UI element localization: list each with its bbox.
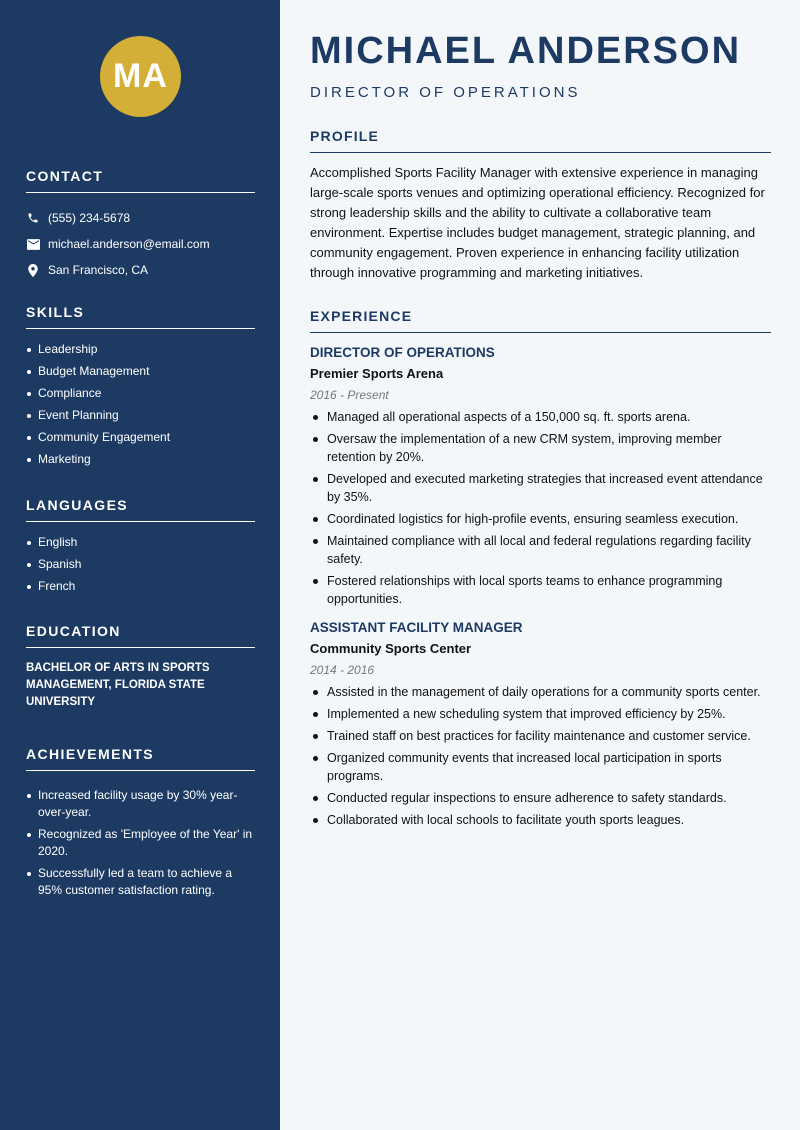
- job-bullet: Managed all operational aspects of a 150,000 sq. ft. sports arena.: [310, 408, 771, 426]
- job-bullet: Trained staff on best practices for facility maintenance and customer service.: [310, 727, 771, 745]
- languages-title: LANGUAGES: [26, 497, 255, 522]
- location-pin-icon: [26, 263, 40, 277]
- profile-section: [310, 128, 771, 283]
- contact-title: CONTACT: [26, 168, 255, 193]
- job-bullet: Collaborated with local schools to facilitate youth sports leagues.: [310, 811, 771, 829]
- job-dates: 2014 - 2016: [310, 663, 375, 677]
- job-bullet: Coordinated logistics for high-profile events, ensuring seamless execution.: [310, 510, 771, 528]
- job-bullet: Fostered relationships with local sports teams to enhance programming opportunities.: [310, 572, 771, 608]
- skills-section: [26, 304, 255, 473]
- avatar: [100, 36, 181, 117]
- skill-item: Budget Management: [26, 363, 255, 380]
- skill-item: Community Engagement: [26, 429, 255, 446]
- achievement-item: Successfully led a team to achieve a 95% customer satisfaction rating.: [26, 865, 255, 899]
- languages-list: [26, 534, 255, 595]
- contact-section: [26, 168, 255, 283]
- job-bullet: Implemented a new scheduling system that improved efficiency by 25%.: [310, 705, 771, 723]
- education-title: EDUCATION: [26, 623, 255, 648]
- avatar-initials: MA: [113, 57, 168, 95]
- achievement-item: Recognized as 'Employee of the Year' in 2020.: [26, 826, 255, 860]
- job-bullet: Organized community events that increased local participation in sports programs.: [310, 749, 771, 785]
- experience-section: [310, 308, 771, 833]
- email-icon: [26, 237, 40, 251]
- job-dates: 2016 - Present: [310, 388, 389, 402]
- location-text: San Francisco, CA: [48, 263, 149, 277]
- job-bullet: Maintained compliance with all local and federal regulations regarding facility safety.: [310, 532, 771, 568]
- languages-section: [26, 497, 255, 600]
- phone-icon: [26, 211, 40, 225]
- job-company: Community Sports Center: [310, 641, 472, 656]
- language-item: Spanish: [26, 556, 255, 573]
- job-title: DIRECTOR OF OPERATIONS: [310, 345, 495, 360]
- education-text: BACHELOR OF ARTS IN SPORTS MANAGEMENT, FLORIDA STATE UNIVERSITY: [26, 662, 210, 708]
- language-item: English: [26, 534, 255, 551]
- job-bullet: Conducted regular inspections to ensure adherence to safety standards.: [310, 789, 771, 807]
- achievement-item: Increased facility usage by 30% year-over-year.: [26, 787, 255, 821]
- profile-text: Accomplished Sports Facility Manager with extensive experience in managing large-scale sports venues and optimizing operational efficiency. Recognized for strong leadership skills and the ability to cultivate a collaborative team environment. Expertise includes budget management, strategic planning, and community engagement. Proven experience in enhancing facility utilization through innovative programming and marketing initiatives.: [310, 165, 765, 280]
- job-bullets: [310, 683, 771, 829]
- skill-item: Compliance: [26, 385, 255, 402]
- candidate-role: DIRECTOR OF OPERATIONS: [310, 84, 581, 101]
- skill-item: Marketing: [26, 451, 255, 468]
- job-bullet: Developed and executed marketing strategies that increased event attendance by 35%.: [310, 470, 771, 506]
- job-company: Premier Sports Arena: [310, 366, 444, 381]
- job-title: ASSISTANT FACILITY MANAGER: [310, 620, 523, 635]
- skills-list: [26, 341, 255, 468]
- contact-phone: [26, 205, 255, 231]
- sidebar: [0, 0, 280, 1130]
- language-item: French: [26, 578, 255, 595]
- achievements-title: ACHIEVEMENTS: [26, 746, 255, 771]
- job-entry: [310, 345, 771, 608]
- achievements-list: [26, 787, 255, 899]
- achievements-section: [26, 746, 255, 904]
- contact-location: [26, 257, 255, 283]
- job-bullet: Assisted in the management of daily operations for a community sports center.: [310, 683, 771, 701]
- skills-title: SKILLS: [26, 304, 255, 329]
- phone-text: (555) 234-5678: [48, 211, 131, 225]
- experience-title: EXPERIENCE: [310, 308, 771, 333]
- job-entry: [310, 620, 771, 829]
- email-text: michael.anderson@email.com: [48, 237, 210, 251]
- education-section: [26, 623, 255, 711]
- skill-item: Event Planning: [26, 407, 255, 424]
- skill-item: Leadership: [26, 341, 255, 358]
- job-bullets: [310, 408, 771, 608]
- job-bullet: Oversaw the implementation of a new CRM system, improving member retention by 20%.: [310, 430, 771, 466]
- contact-email: [26, 231, 255, 257]
- profile-title: PROFILE: [310, 128, 771, 153]
- candidate-name: MICHAEL ANDERSON: [310, 30, 742, 72]
